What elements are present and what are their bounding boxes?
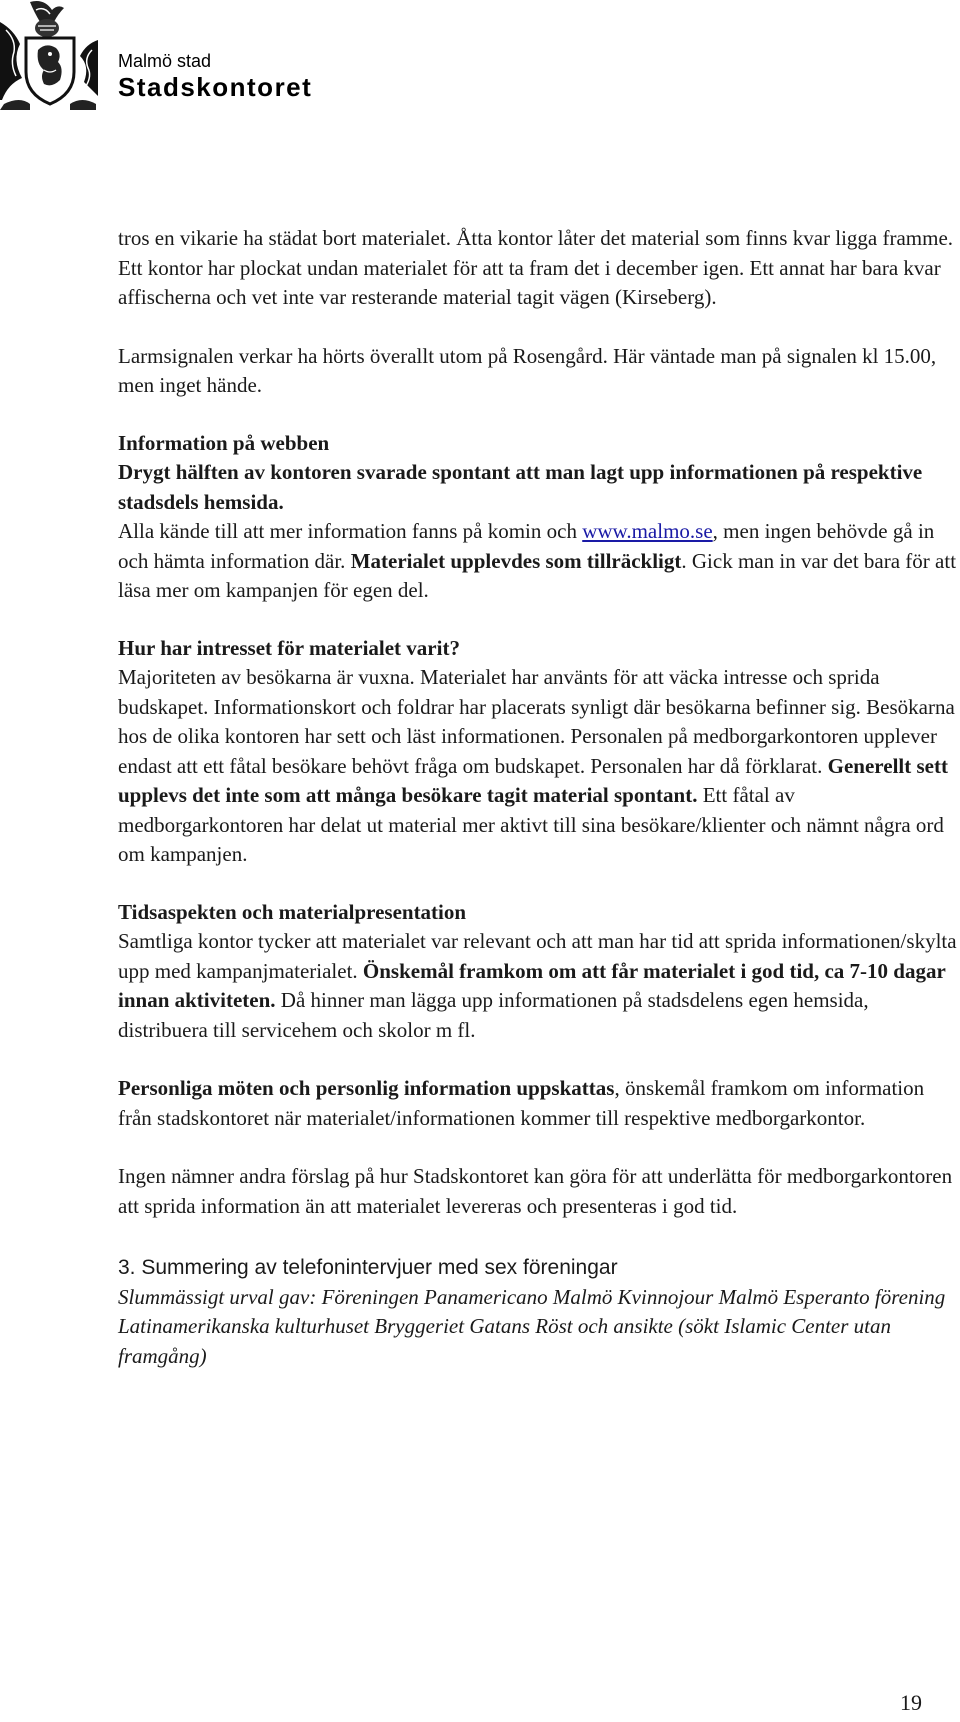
heading-info-web: Information på webben bbox=[118, 430, 330, 455]
section-3-heading: 3. Summering av telefonintervjuer med sex föreningar bbox=[118, 1256, 618, 1279]
city-name: Malmö stad bbox=[118, 51, 212, 71]
malmo-coat-of-arms-logo bbox=[0, 0, 98, 110]
letterhead bbox=[0, 0, 400, 112]
document-body bbox=[118, 224, 960, 1371]
paragraph-info-web: Alla kände till att mer information fanns på komin och www.malmo.se, men ingen behövde gå in och hämta information där. Materialet upplevdes som tillräckligt. Gick man in var det bara för att läsa mer om kampanjen för egen del. bbox=[118, 519, 957, 602]
paragraph-alarm-signal: Larmsignalen verkar ha hörts överallt utom på Rosengård. Här väntade man på signalen kl 15.00, men inget hände. bbox=[118, 343, 937, 397]
paragraph-interest: Majoriteten av besökarna är vuxna. Materialet har använts för att väcka intresse och sprida budskapet. Informationskort och foldrar har placerats synligt där besökarna befinner sig. Besökarna hos de olika kontoren har sett och läst informationen. Personalen på medborgarkontoren upplever endast att ett fåtal besökare behövt fråga om budskapet. Personalen har då förklarat. Generellt sett upplevs det inte som att många besökare tagit material spontant. Ett fåtal av medborgarkontoren har delat ut material mer aktivt till sina besökare/klienter och nämnt några ord om kampanjen. bbox=[118, 665, 955, 866]
malmo-website-link[interactable]: www.malmo.se bbox=[582, 519, 713, 543]
paragraph-suggestions: Ingen nämner andra förslag på hur Stadskontoret kan göra för att underlätta för medborgarkontoren att sprida information än att materialet levereras och presenteras i god tid. bbox=[118, 1164, 953, 1218]
department-name: Stadskontoret bbox=[118, 72, 313, 102]
info-web-bold-line: Drygt hälften av kontoren svarade spontant att man lagt upp informationen på respektive stadsdels hemsida. bbox=[118, 460, 923, 514]
page-number: 19 bbox=[900, 1690, 922, 1715]
paragraph-personal-meetings: Personliga möten och personlig information uppskattas, önskemål framkom om information från stadskontoret när materialet/informationen kommer till respektive medborgarkontor. bbox=[118, 1076, 925, 1130]
section-3-selection: Slummässigt urval gav: Föreningen Panamericano Malmö Kvinnojour Malmö Esperanto förening Latinamerikanska kulturhuset Bryggeriet Gatans Röst och ansikte (sökt Islamic Center utan framgång) bbox=[118, 1284, 946, 1368]
heading-time-aspect: Tidsaspekten och materialpresentation bbox=[118, 899, 467, 924]
organization-name bbox=[118, 50, 312, 102]
paragraph-time-aspect: Samtliga kontor tycker att materialet var relevant och att man har tid att sprida informationen/skylta upp med kampanjmaterialet. Önskemål framkom om att får materialet i god tid, ca 7-10 dagar innan aktiviteten. Då hinner man lägga upp informationen på stadsdelens egen hemsida, distribuera till servicehem och skolor m fl. bbox=[118, 929, 957, 1042]
heading-interest: Hur har intresset för materialet varit? bbox=[118, 635, 460, 660]
paragraph-materials-status: tros en vikarie ha städat bort materialet. Åtta kontor låter det material som finns kvar ligga framme. Ett kontor har plockat undan materialet för att ta fram det i december igen. Ett annat har bara kvar affischerna och vet inte var resterande material tagit vägen (Kirseberg). bbox=[118, 226, 954, 309]
